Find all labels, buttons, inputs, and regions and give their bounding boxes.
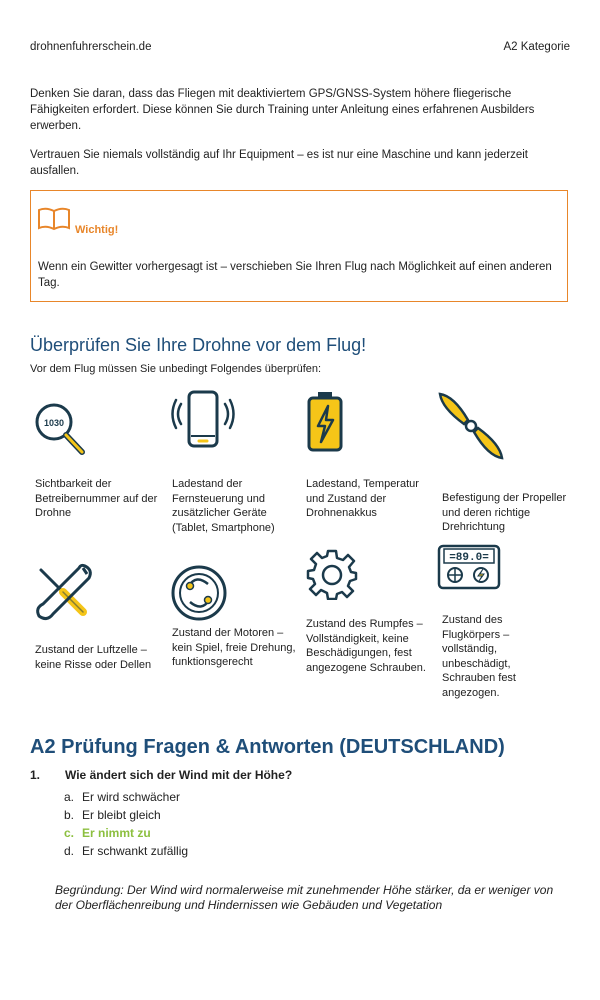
check-item-airframe-body: Zustand des Flugkörpers – vollständig, unbeschädigt, Schrauben fest angezogen. — [442, 614, 516, 699]
answer-option-a — [64, 790, 180, 804]
warning-box — [30, 190, 568, 302]
option-text: Er bleibt gleich — [82, 808, 161, 822]
question — [30, 768, 292, 782]
intro-paragraph-1: Denken Sie daran, dass das Fliegen mit deaktiviertem GPS/GNSS-System höhere fliegerische Fähigkeiten erfordert. Diese können Sie durch Training unter Anleitung eines erfahrenen Ausbilders erwerben. — [30, 88, 535, 132]
site-name: drohnenfuhrerschein.de — [30, 41, 152, 53]
check-item-motors: Zustand der Motoren – kein Spiel, freie Drehung, funktionsgerecht — [172, 627, 296, 668]
option-text: Er wird schwächer — [82, 790, 181, 804]
propeller-icon — [434, 388, 508, 464]
flight-controller-icon — [437, 544, 501, 590]
magnifier-icon — [32, 398, 90, 458]
tools-icon — [33, 562, 95, 624]
option-letter: a. — [64, 790, 75, 804]
category-label: A2 Kategorie — [503, 41, 570, 53]
smartphone-icon — [171, 390, 235, 454]
answer-option-c-correct — [64, 826, 151, 840]
battery-icon — [303, 390, 347, 454]
option-letter: c. — [64, 826, 75, 840]
display-value: =89.0= — [449, 552, 489, 564]
question-text: Wie ändert sich der Wind mit der Höhe? — [65, 768, 293, 782]
check-item-fuselage: Zustand des Rumpfes – Vollständigkeit, keine Beschädigungen, fest angezogene Schrauben. — [306, 618, 426, 674]
warning-text: Wenn ein Gewitter vorhergesagt ist – verschieben Sie Ihren Flug nach Möglichkeit auf einen anderen Tag. — [38, 261, 552, 289]
question-number: 1. — [30, 768, 41, 782]
answer-reason: Begründung: Der Wind wird normalerweise mit zunehmender Höhe stärker, da er weniger von der Oberflächenreibung und Hindernissen wie Gebäuden und Vegetation — [55, 883, 554, 912]
check-heading: Überprüfen Sie Ihre Drohne vor dem Flug! — [30, 335, 367, 355]
book-icon — [37, 207, 71, 231]
answer-option-d — [64, 844, 188, 858]
answer-option-b — [64, 808, 161, 822]
option-text: Er nimmt zu — [82, 826, 151, 840]
intro-paragraph-2: Vertrauen Sie niemals vollständig auf Ihr Equipment – es ist nur eine Maschine und kann jederzeit ausfallen. — [30, 149, 528, 177]
motor-icon — [170, 564, 228, 622]
magnifier-number: 1030 — [43, 418, 65, 428]
check-item-remote-charge: Ladestand der Fernsteuerung und zusätzlicher Geräte (Tablet, Smartphone) — [172, 478, 275, 534]
check-item-battery-state: Ladestand, Temperatur und Zustand der Drohnenakkus — [306, 478, 419, 519]
option-letter: b. — [64, 808, 75, 822]
exam-heading: A2 Prüfung Fragen & Antworten (DEUTSCHLAND) — [30, 736, 505, 758]
option-text: Er schwankt zufällig — [82, 844, 189, 858]
check-item-operator-number: Sichtbarkeit der Betreibernummer auf der Drohne — [35, 478, 158, 519]
option-letter: d. — [64, 844, 75, 858]
gear-icon — [306, 548, 358, 600]
check-item-propellers: Befestigung der Propeller und deren richtige Drehrichtung — [442, 492, 567, 533]
warning-title: Wichtig! — [75, 224, 119, 236]
check-subheading: Vor dem Flug müssen Sie unbedingt Folgendes überprüfen: — [30, 363, 322, 375]
check-item-airframe: Zustand der Luftzelle – keine Risse oder Dellen — [35, 644, 152, 671]
